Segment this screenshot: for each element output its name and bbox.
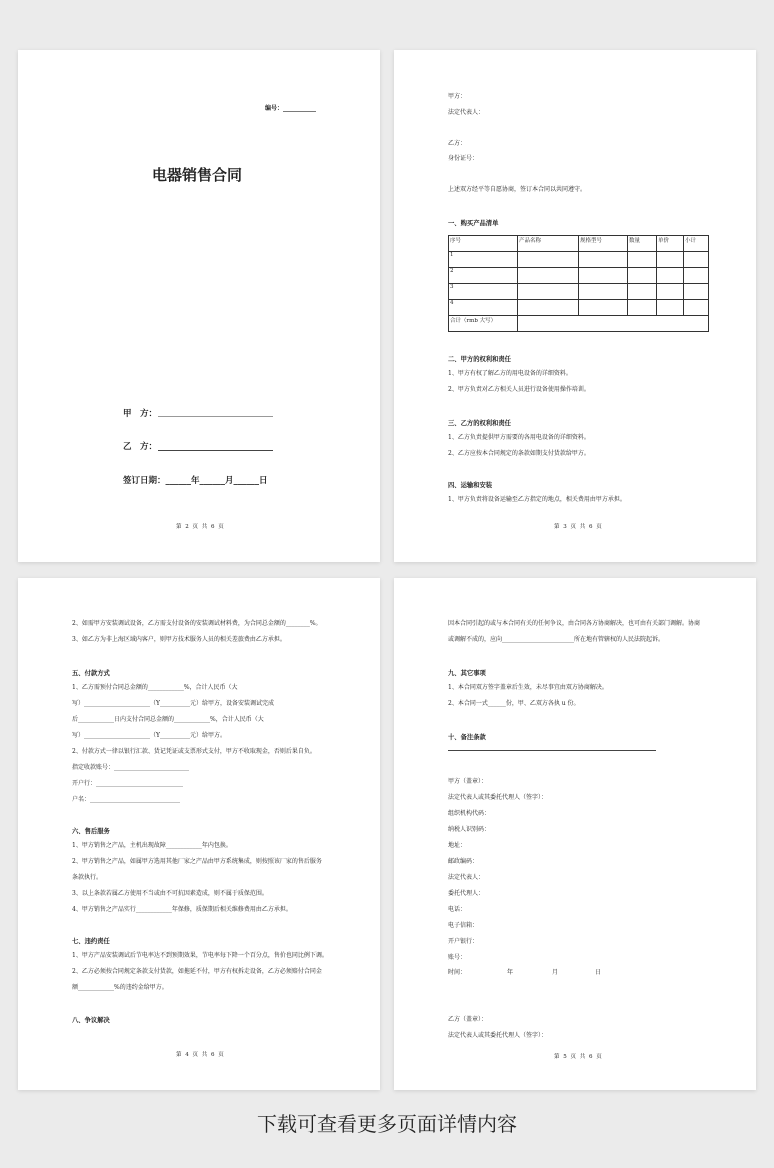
row-index: 2 (449, 268, 518, 284)
party-a-rep: 法定代表人或其委托代理人（签字）： (448, 794, 548, 801)
section-7-line: 额____________%的违约金给甲方。 (72, 984, 168, 991)
party-b-label: 乙 方： (123, 442, 158, 452)
party-a-line: 甲方： (448, 93, 467, 100)
id-number-line: 身份证号： (448, 155, 479, 162)
address: 地址： (448, 842, 467, 849)
section-5-title: 五、付款方式 (72, 670, 110, 677)
date-year: 年 (507, 969, 514, 976)
header-cell: 序号 (449, 236, 518, 252)
section-10-title: 十、备注条款 (448, 734, 486, 741)
legal-rep: 法定代表人： (448, 874, 485, 881)
section-2-line: 1、甲方有权了解乙方的用电设备的详细资料。 (448, 370, 572, 377)
section-7-line: 2、乙方必须按合同规定条款支付货款，如拖延不付，甲方有权拆走设备，乙方必须赔付合同金 (72, 968, 322, 975)
section-1-title: 一、购买产品清单 (448, 220, 499, 227)
email: 电子信箱： (448, 922, 479, 929)
section-5-line: 写）______________________（Y__________元）给甲方。 (72, 732, 226, 739)
section-3-line: 2、乙方应按本合同规定的条款如期支付货款给甲方。 (448, 450, 590, 457)
bank-line: 开户行：_____________________________ (72, 780, 184, 787)
section-6-title: 六、售后服务 (72, 828, 110, 835)
page-dispute-signatures (394, 578, 756, 1090)
party-b-rep: 法定代表人或其委托代理人（签字）： (448, 1032, 548, 1039)
agreement-intro: 上述双方经平等自愿协商，签订本合同以共同遵守。 (448, 186, 587, 193)
header-cell: 产品名称 (518, 236, 579, 252)
section-3-line: 1、乙方负责提供甲方需要的各用电设备的详细资料。 (448, 434, 590, 441)
org-code: 组织机构代码： (448, 810, 491, 817)
table-row (449, 252, 709, 268)
row-index: 1 (449, 252, 518, 268)
section-6-line: 1、甲方销售之产品，主机出现故障____________年内包换。 (72, 842, 232, 849)
party-a-label: 甲 方： (123, 409, 158, 419)
page-cover (18, 50, 380, 562)
table-total-row (449, 316, 709, 332)
page-payment-service (18, 578, 380, 1090)
intro-line: 或调解不成的，应向________________________所在地有管辖权的人民法院起诉。 (448, 636, 665, 643)
page-number: 第 4 页 共 6 页 (176, 1052, 225, 1058)
legal-rep-line: 法定代表人： (448, 109, 485, 116)
section-5-line: 2、付款方式一律以银行汇款、货记凭证或支票形式支付，甲方不收取现金，否则后果自负。 (72, 748, 316, 755)
section-4-line: 1、甲方负责将设备运输至乙方指定的地点，相关费用由甲方承担。 (448, 496, 626, 503)
contract-title: 电器销售合同 (152, 166, 243, 184)
section-2-line: 2、甲方负责对乙方相关人员进行设备使用操作培训。 (448, 386, 590, 393)
section-6-line: 条款执行。 (72, 874, 103, 881)
bank: 开户银行： (448, 938, 479, 945)
account-number-line: 指定收款账号：_________________________ (72, 764, 190, 771)
section-7-title: 七、违约责任 (72, 938, 110, 945)
header-cell: 规格型号 (579, 236, 628, 252)
party-a-stamp: 甲方（盖章）： (448, 778, 488, 785)
sign-date: 签订日期：______年______月______日 (123, 476, 268, 486)
section-6-line: 2、甲方销售之产品，如属甲方选用其他厂家之产品由甲方系统集成，则按照该厂家的售后服务 (72, 858, 322, 865)
date-month: 月 (552, 969, 559, 976)
postal-code: 邮政编码： (448, 858, 479, 865)
tax-id: 纳税人识别码： (448, 826, 491, 833)
party-b-line: 乙方： (448, 140, 467, 147)
section-9-title: 九、其它事项 (448, 670, 486, 677)
header-cell: 单价 (657, 236, 684, 252)
section-3-title: 三、乙方的权利和责任 (448, 420, 511, 427)
date-day: 日 (595, 969, 602, 976)
account: 账号： (448, 954, 467, 961)
table-row (449, 284, 709, 300)
intro-line: 因本合同引起的或与本合同有关的任何争议，由合同各方协商解决，也可由有关部门调解。协商 (448, 620, 701, 627)
row-index: 3 (449, 284, 518, 300)
table-row (449, 300, 709, 316)
section-6-line: 3、以上条款若属乙方使用不当或由不可抗因素造成，则不属于质保范围。 (72, 890, 268, 897)
download-caption: 下载可查看更多页面详情内容 (257, 1112, 517, 1136)
section-6-line: 4、甲方销售之产品实行____________年保修，质保期后相关维修费用由乙方承担。 (72, 906, 292, 913)
contract-number: 编号：___________ (265, 105, 317, 112)
header-cell: 数量 (628, 236, 657, 252)
table-header-row (449, 236, 709, 252)
party-b-stamp: 乙方（盖章）： (448, 1016, 488, 1023)
remarks-line (448, 750, 656, 751)
total-label: 合计（rmb 大写） (449, 316, 518, 332)
date-label: 时间： (448, 969, 467, 976)
account-name-line: 户名：______________________________ (72, 796, 181, 803)
page-number: 第 2 页 共 6 页 (176, 524, 225, 530)
section-5-line: 后____________日内支付合同总金额的____________%，合计人民币（大 (72, 716, 264, 723)
section-5-line: 写）______________________（Y__________元）给甲方，设备安装调试完成 (72, 700, 274, 707)
party-b-line (158, 450, 273, 451)
section-9-line: 1、本合同双方签字盖章后生效，未尽事宜由双方协商解决。 (448, 684, 608, 691)
section-9-line: 2、本合同一式______份，甲、乙双方各执 u 份。 (448, 700, 580, 707)
page-parties-products (394, 50, 756, 562)
party-a-line (158, 416, 273, 417)
page-number: 第 5 页 共 6 页 (554, 1054, 603, 1060)
section-5-line: 1、乙方需预付合同总金额的____________%，合计人民币（大 (72, 684, 238, 691)
product-table (448, 235, 709, 332)
phone: 电话： (448, 906, 467, 913)
agent: 委托代理人： (448, 890, 485, 897)
section-8-title: 八、争议解决 (72, 1017, 110, 1024)
header-cell: 小计 (684, 236, 709, 252)
intro-line: 3、如乙方为非上海区域内客户，则甲方技术服务人员的相关差旅费由乙方承担。 (72, 636, 286, 643)
section-7-line: 1、甲方产品安装调试后节电率达不到预期效果，节电率每下降一个百分点，售价也同比例下调。 (72, 952, 328, 959)
section-4-title: 四、运输和安装 (448, 482, 493, 489)
table-row (449, 268, 709, 284)
row-index: 4 (449, 300, 518, 316)
page-number: 第 3 页 共 6 页 (554, 524, 603, 530)
section-2-title: 二、甲方的权利和责任 (448, 356, 511, 363)
intro-line: 2、如需甲方安装调试设备，乙方需支付设备的安装调试材料费，为合同总金额的________%。 (72, 620, 322, 627)
